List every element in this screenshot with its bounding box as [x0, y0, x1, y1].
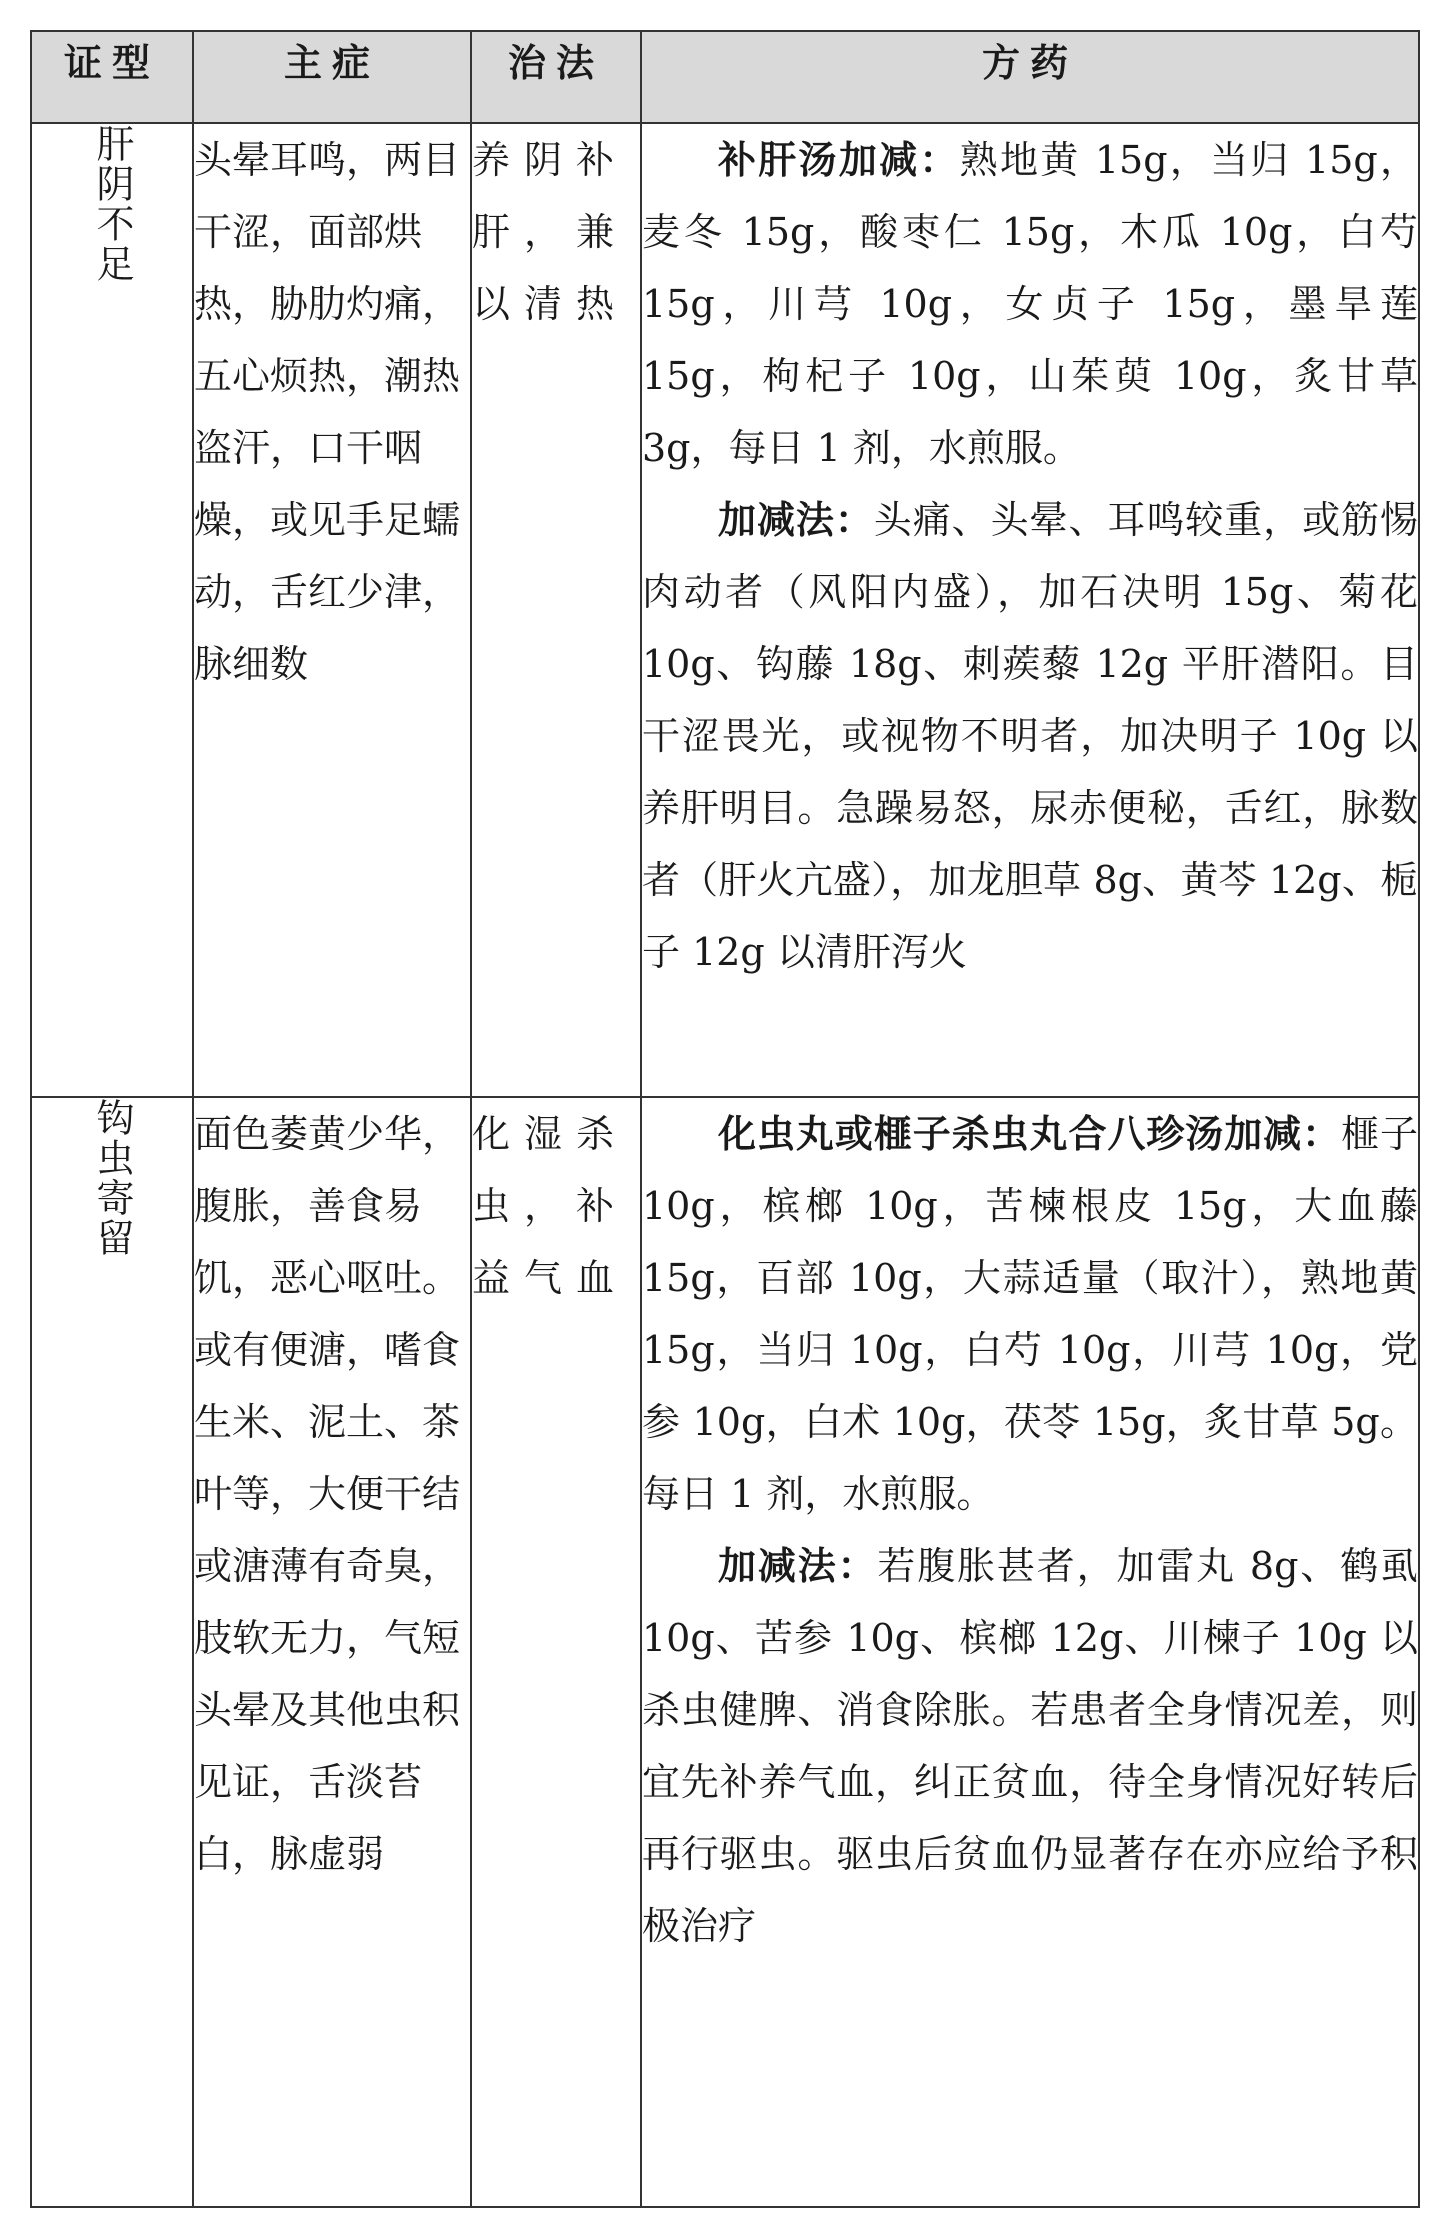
header-type: 证型: [31, 31, 193, 123]
symptoms-cell: 面色萎黄少华，腹胀，善食易饥，恶心呕吐。或有便溏，嗜食生米、泥土、茶叶等，大便干结或溏薄有奇臭，肢软无力，气短头晕及其他虫积见证，舌淡苔白，脉虚弱: [193, 1097, 471, 2207]
prescription-cell: [641, 123, 1419, 1097]
formula-paragraph: [642, 1098, 1418, 1530]
syndrome-type: 钩虫寄留: [90, 1098, 134, 1258]
method-cell: 养阴补肝，兼以清热: [471, 123, 641, 1097]
syndrome-table: [30, 30, 1420, 2208]
method-cell: 化湿杀虫，补益气血: [471, 1097, 641, 2207]
modification-title: 加减法：: [718, 498, 874, 542]
table-row: [31, 123, 1419, 1097]
header-row: [31, 31, 1419, 123]
formula-body: 榧子 10g，槟榔 10g，苦楝根皮 15g，大血藤 15g，百部 10g，大蒜适量（取汁），熟地黄 15g，当归 10g，白芍 10g，川芎 10g，党参 10g，白术 10g，茯苓 15g，炙甘草 5g。每日 1 剂，水煎服。: [642, 1112, 1418, 1516]
header-method: 治法: [471, 31, 641, 123]
header-prescription: 方药: [641, 31, 1419, 123]
syndrome-type: 肝阴不足: [90, 124, 134, 284]
modification-paragraph: [642, 1530, 1418, 1962]
header-symptoms: 主症: [193, 31, 471, 123]
modification-body: 若腹胀甚者，加雷丸 8g、鹤虱 10g、苦参 10g、槟榔 12g、川楝子 10g 以杀虫健脾、消食除胀。若患者全身情况差，则宜先补养气血，纠正贫血，待全身情况好转后再行驱虫。驱虫后贫血仍显著存在亦应给予积极治疗: [642, 1544, 1418, 1948]
formula-title: 补肝汤加减：: [718, 138, 960, 182]
formula-title: 化虫丸或榧子杀虫丸合八珍汤加减：: [718, 1112, 1342, 1156]
formula-paragraph: [642, 124, 1418, 484]
modification-body: 头痛、头晕、耳鸣较重，或筋惕肉动者（风阳内盛），加石决明 15g、菊花 10g、钩藤 18g、刺蒺藜 12g 平肝潜阳。目干涩畏光，或视物不明者，加决明子 10g 以养肝明目。急躁易怒，尿赤便秘，舌红，脉数者（肝火亢盛），加龙胆草 8g、黄芩 12g、栀子 12g 以清肝泻火: [642, 498, 1418, 974]
modification-paragraph: [642, 484, 1418, 988]
symptoms-cell: 头晕耳鸣，两目干涩，面部烘热，胁肋灼痛，五心烦热，潮热盗汗，口干咽燥，或见手足蠕动，舌红少津，脉细数: [193, 123, 471, 1097]
formula-body: 熟地黄 15g，当归 15g，麦冬 15g，酸枣仁 15g，木瓜 10g，白芍 15g，川芎 10g，女贞子 15g，墨旱莲 15g，枸杞子 10g，山茱萸 10g，炙甘草 3g，每日 1 剂，水煎服。: [642, 138, 1418, 470]
table-row: [31, 1097, 1419, 2207]
prescription-cell: [641, 1097, 1419, 2207]
modification-title: 加减法：: [718, 1544, 878, 1588]
